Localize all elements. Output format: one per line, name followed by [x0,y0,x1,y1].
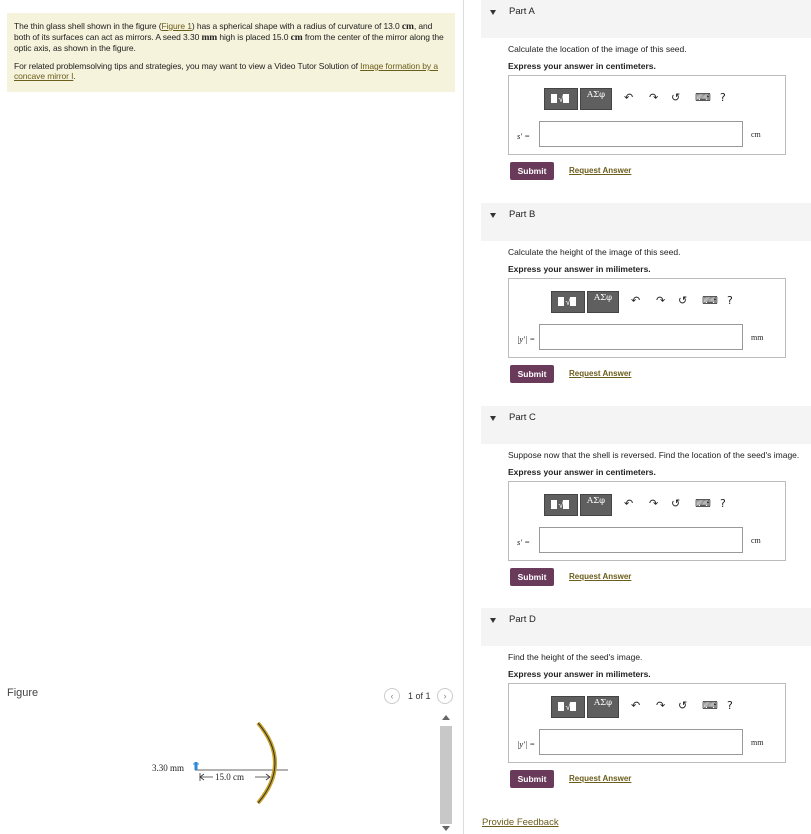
square-icon [563,500,569,509]
right-panel [481,0,811,834]
submit-button[interactable]: Submit [510,365,554,383]
collapse-triangle-icon[interactable] [490,10,496,15]
tips-paragraph [14,61,448,81]
undo-icon[interactable]: ↶ [631,294,641,307]
reset-icon[interactable]: ↺ [678,699,688,712]
answer-unit: mm [751,738,764,747]
part-title: Part B [509,209,536,220]
video-tutor-link[interactable]: Image formation by a concave mirror I [14,61,438,81]
redo-icon[interactable]: ↷ [656,699,666,712]
greek-symbols-button[interactable]: ΑΣφ [587,696,619,718]
mirror-figure [140,715,300,805]
answer-box [508,683,786,763]
answer-label: |y′| = [517,334,536,344]
problem-paragraph [14,21,448,53]
redo-icon[interactable]: ↷ [649,497,659,510]
part-question: Suppose now that the shell is reversed. Find the location of the seed's image. [508,450,800,460]
redo-icon[interactable]: ↷ [656,294,666,307]
reset-icon[interactable]: ↺ [671,91,681,104]
answer-label: s′ = [517,537,531,547]
help-icon[interactable]: ? [720,91,726,104]
square-icon [558,297,564,306]
problem-text: from the center of the mirror along the optic axis, as shown in the figure. [14,32,444,53]
part-instruction: Express your answer in centimeters. [508,467,656,477]
keyboard-icon[interactable]: ⌨ [702,699,718,712]
keyboard-icon[interactable]: ⌨ [702,294,718,307]
square-icon [563,94,569,103]
part-header[interactable] [481,203,811,241]
answer-input[interactable] [539,121,743,147]
problem-text: ) has a spherical shape with a radius of curvature of 13.0 [191,21,402,31]
square-icon [551,500,557,509]
answer-unit: cm [751,536,761,545]
answer-box [508,278,786,358]
figure-pager: 1 of 1 [408,691,431,701]
help-icon[interactable]: ? [727,294,733,307]
scroll-thumb[interactable] [440,726,452,824]
undo-icon[interactable]: ↶ [631,699,641,712]
tips-text: . [73,71,76,81]
problem-text: high is placed 15.0 [217,32,291,42]
part-question: Find the height of the seed's image. [508,652,643,662]
keyboard-icon[interactable]: ⌨ [695,91,711,104]
square-icon [558,702,564,711]
undo-icon[interactable]: ↶ [624,91,634,104]
part-instruction: Express your answer in centimeters. [508,61,656,71]
part-title: Part D [509,614,536,625]
answer-label: s′ = [517,131,531,141]
answer-input[interactable] [539,324,743,350]
answer-box [508,75,786,155]
problem-statement [7,13,455,92]
greek-symbols-button[interactable]: ΑΣφ [580,88,612,110]
panel-divider [463,0,464,834]
part-title: Part C [509,412,536,423]
submit-button[interactable]: Submit [510,162,554,180]
template-fraction-button[interactable]: √ [551,291,585,313]
reset-icon[interactable]: ↺ [671,497,681,510]
request-answer-link[interactable]: Request Answer [569,774,632,783]
answer-input[interactable] [539,729,743,755]
answer-unit: cm [751,130,761,139]
template-fraction-button[interactable]: √ [544,88,578,110]
part-header[interactable] [481,608,811,646]
request-answer-link[interactable]: Request Answer [569,369,632,378]
part-question: Calculate the location of the image of this seed. [508,44,687,54]
answer-input[interactable] [539,527,743,553]
collapse-triangle-icon[interactable] [490,213,496,218]
reset-icon[interactable]: ↺ [678,294,688,307]
part-header[interactable] [481,0,811,38]
unit-text: cm [290,33,303,43]
request-answer-link[interactable]: Request Answer [569,166,632,175]
submit-button[interactable]: Submit [510,770,554,788]
scroll-down-icon[interactable] [442,826,450,831]
submit-button[interactable]: Submit [510,568,554,586]
request-answer-link[interactable]: Request Answer [569,572,632,581]
template-fraction-button[interactable]: √ [551,696,585,718]
redo-icon[interactable]: ↷ [649,91,659,104]
tips-text: For related problemsolving tips and strategies, you may want to view a Video Tutor Solution of [14,61,361,71]
answer-label: |y′| = [517,739,536,749]
unit-text: cm [401,22,414,32]
provide-feedback-link[interactable]: Provide Feedback [482,817,559,828]
square-icon [570,702,576,711]
figure-link[interactable]: Figure 1 [161,21,192,31]
chevron-left-icon[interactable]: ‹ [384,688,400,704]
part-question: Calculate the height of the image of this seed. [508,247,681,257]
answer-unit: mm [751,333,764,342]
part-instruction: Express your answer in milimeters. [508,264,651,274]
unit-text: mm [201,33,218,43]
help-icon[interactable]: ? [720,497,726,510]
undo-icon[interactable]: ↶ [624,497,634,510]
problem-text: The thin glass shell shown in the figure ( [14,21,162,31]
answer-box [508,481,786,561]
part-instruction: Express your answer in milimeters. [508,669,651,679]
square-icon [570,297,576,306]
figure-scrollbar[interactable] [438,712,454,834]
collapse-triangle-icon[interactable] [490,618,496,623]
chevron-right-icon[interactable]: › [437,688,453,704]
help-icon[interactable]: ? [727,699,733,712]
collapse-triangle-icon[interactable] [490,416,496,421]
scroll-up-icon[interactable] [442,715,450,720]
part-header[interactable] [481,406,811,444]
keyboard-icon[interactable]: ⌨ [695,497,711,510]
seed-height-label: 3.30 mm [152,763,185,773]
distance-label: 15.0 cm [215,772,244,782]
template-fraction-button[interactable]: √ [544,494,578,516]
mirror-shell [258,723,275,803]
greek-symbols-button[interactable]: ΑΣφ [580,494,612,516]
part-title: Part A [509,6,535,17]
problem-text: , and both of its surfaces can act as mirrors. A seed 3.30 [14,21,433,42]
figure-label: Figure [7,687,39,699]
square-icon [551,94,557,103]
greek-symbols-button[interactable]: ΑΣφ [587,291,619,313]
